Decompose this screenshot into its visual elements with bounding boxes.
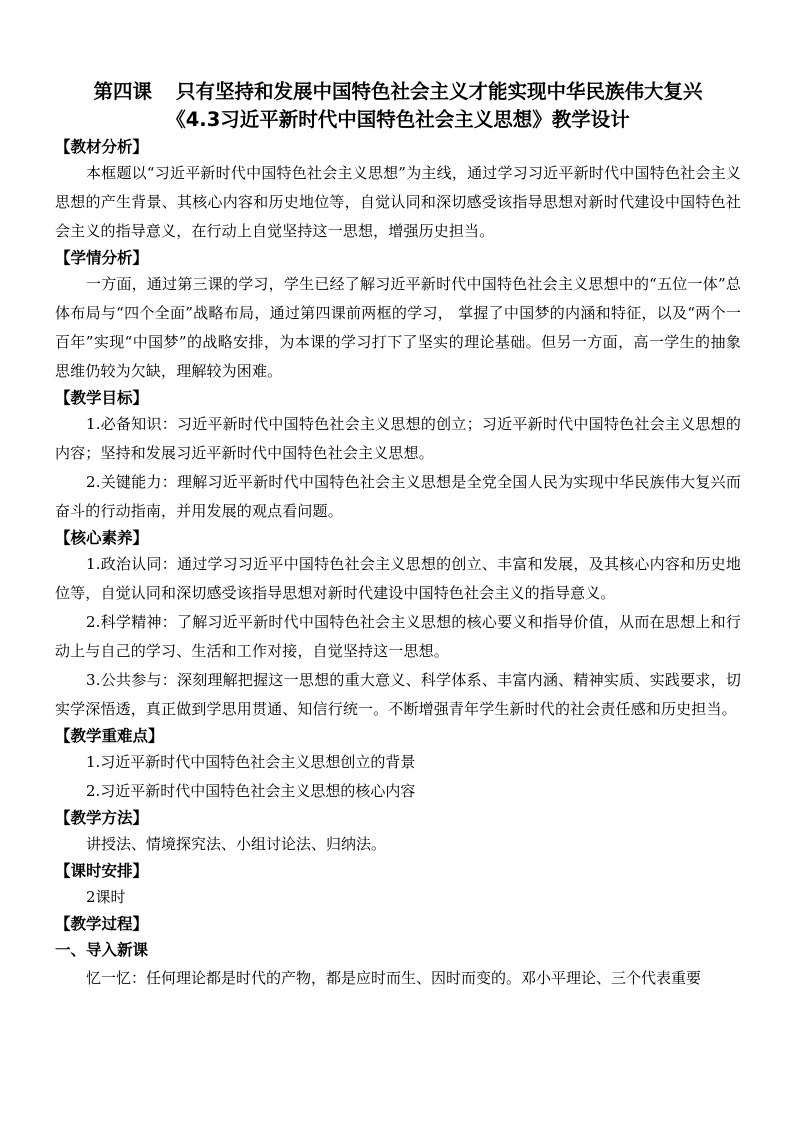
- document-title-line2: 《4.3习近平新时代中国特色社会主义思想》教学设计: [166, 108, 630, 131]
- heading-teaching-process: 【教学过程】: [55, 915, 149, 933]
- key-point-item: 2.习近平新时代中国特色社会主义思想的核心内容: [86, 782, 416, 800]
- document-title-line1: [55, 78, 741, 106]
- teaching-goal-item: 1.必备知识：习近平新时代中国特色社会主义思想的创立；习近平新时代中国特色社会主义思想的内容；坚持和发展习近平新时代中国特色社会主义思想。: [55, 415, 741, 462]
- introduction-text: 忆一忆：任何理论都是时代的产物，都是应时而生、因时而变的。邓小平理论、三个代表重要: [86, 969, 702, 987]
- lesson-title: 只有坚持和发展中国特色社会主义才能实现中华民族伟大复兴: [176, 80, 703, 103]
- heading-key-difficult-points: 【教学重难点】: [55, 727, 164, 745]
- heading-student-analysis: 【学情分析】: [55, 249, 149, 267]
- heading-teaching-goals: 【教学目标】: [55, 389, 149, 407]
- textbook-analysis-text: 本框题以“习近平新时代中国特色社会主义思想”为主线，通过学习习近平新时代中国特色社会主义思想的产生背景、其核心内容和历史地位等，自觉认同和深切感受该指导思想对新时代建设中国特色社会主义的指导意义，在行动上自觉坚持这一思想，增强历史担当。: [55, 164, 741, 240]
- heading-textbook-analysis: 【教材分析】: [55, 138, 149, 156]
- heading-core-literacy: 【核心素养】: [55, 529, 149, 547]
- subsection-introduction: 一、导入新课: [55, 941, 149, 959]
- heading-teaching-methods: 【教学方法】: [55, 809, 149, 827]
- core-literacy-item: 2.科学精神：了解习近平新时代中国特色社会主义思想的核心要义和指导价值，从而在思想上和行动上与自己的学习、生活和工作对接，自觉坚持这一思想。: [55, 613, 741, 660]
- heading-class-schedule: 【课时安排】: [55, 862, 149, 880]
- class-schedule-text: 2课时: [86, 888, 126, 906]
- core-literacy-item: 1.政治认同：通过学习习近平中国特色社会主义思想的创立、丰富和发展，及其核心内容和历史地位等，自觉认同和深切感受该指导思想对新时代建设中国特色社会主义的指导意义。: [55, 555, 741, 602]
- teaching-goal-item: 2.关键能力：理解习近平新时代中国特色社会主义思想是全党全国人民为实现中华民族伟大复兴而奋斗的行动指南，并用发展的观点看问题。: [55, 473, 741, 520]
- document-page: [55, 78, 741, 993]
- key-point-item: 1.习近平新时代中国特色社会主义思想创立的背景: [86, 753, 416, 771]
- teaching-methods-text: 讲授法、情境探究法、小组讨论法、归纳法。: [86, 835, 387, 853]
- student-analysis-text: 一方面，通过第三课的学习，学生已经了解习近平新时代中国特色社会主义思想中的“五位一体”总体布局与“四个全面”战略布局，通过第四课前两框的学习， 掌握了中国梦的内涵和特征，以及“两个一百年”实现“中国梦”的战略安排，为本课的学习打下了坚实的理论基础。但另一方面，高一学生的抽象思维仍较为欠缺，理解较为困难。: [55, 275, 741, 380]
- core-literacy-item: 3.公共参与：深刻理解把握这一思想的重大意义、科学体系、丰富内涵、精神实质、实践要求，切实学深悟透，真正做到学思用贯通、知信行统一。不断增强青年学生新时代的社会责任感和历史担当。: [55, 671, 741, 718]
- lesson-number: 第四课: [93, 80, 152, 103]
